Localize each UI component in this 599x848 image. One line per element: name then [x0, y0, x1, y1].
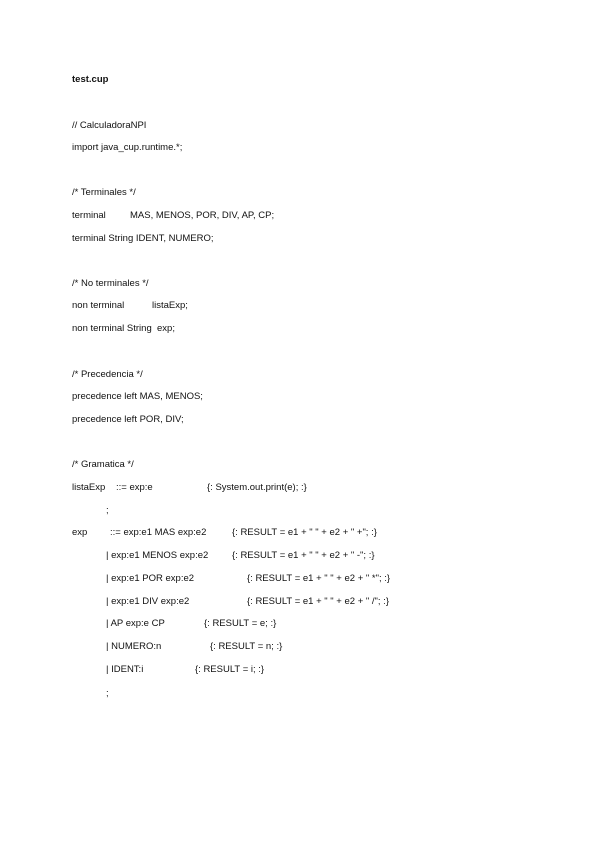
code-action: {: RESULT = e; :}: [204, 618, 277, 629]
comment-line: /* Terminales */: [72, 187, 136, 198]
code-action: {: RESULT = e1 + " " + e2 + " -"; :}: [232, 550, 375, 561]
code-line: | exp:e1 POR exp:e2: [106, 573, 195, 584]
code-keyword: non terminal: [72, 300, 125, 311]
code-keyword: terminal: [72, 210, 106, 221]
code-keyword: exp: [72, 527, 88, 538]
code-line: precedence left MAS, MENOS;: [72, 391, 203, 402]
code-line: precedence left POR, DIV;: [72, 414, 184, 425]
comment-line: /* No terminales */: [72, 278, 149, 289]
code-line: ;: [106, 688, 109, 699]
code-line: non terminal String exp;: [72, 323, 175, 334]
code-action: {: RESULT = i; :}: [195, 664, 265, 675]
code-line: | IDENT:i: [106, 664, 144, 675]
code-line: ;: [106, 505, 109, 516]
code-line: ::= exp:e: [116, 482, 153, 493]
code-line: | AP exp:e CP: [106, 618, 165, 629]
code-line: terminal String IDENT, NUMERO;: [72, 233, 214, 244]
document-title: test.cup: [72, 74, 109, 85]
code-action: {: RESULT = e1 + " " + e2 + " *"; :}: [247, 573, 391, 584]
code-keyword: listaExp: [72, 482, 106, 493]
comment-line: /* Precedencia */: [72, 369, 143, 380]
code-action: {: RESULT = e1 + " " + e2 + " /"; :}: [247, 596, 389, 607]
code-line: MAS, MENOS, POR, DIV, AP, CP;: [130, 210, 275, 221]
import-line: import java_cup.runtime.*;: [72, 142, 183, 153]
code-line: | exp:e1 DIV exp:e2: [106, 596, 190, 607]
code-action: {: RESULT = e1 + " " + e2 + " +"; :}: [232, 527, 377, 538]
code-line: | NUMERO:n: [106, 641, 162, 652]
code-line: listaExp;: [152, 300, 188, 311]
comment-line: // CalculadoraNPI: [72, 120, 147, 131]
code-line: ::= exp:e1 MAS exp:e2: [110, 527, 207, 538]
code-action: {: RESULT = n; :}: [210, 641, 283, 652]
comment-line: /* Gramatica */: [72, 459, 134, 470]
code-line: | exp:e1 MENOS exp:e2: [106, 550, 209, 561]
code-action: {: System.out.print(e); :}: [207, 482, 307, 493]
